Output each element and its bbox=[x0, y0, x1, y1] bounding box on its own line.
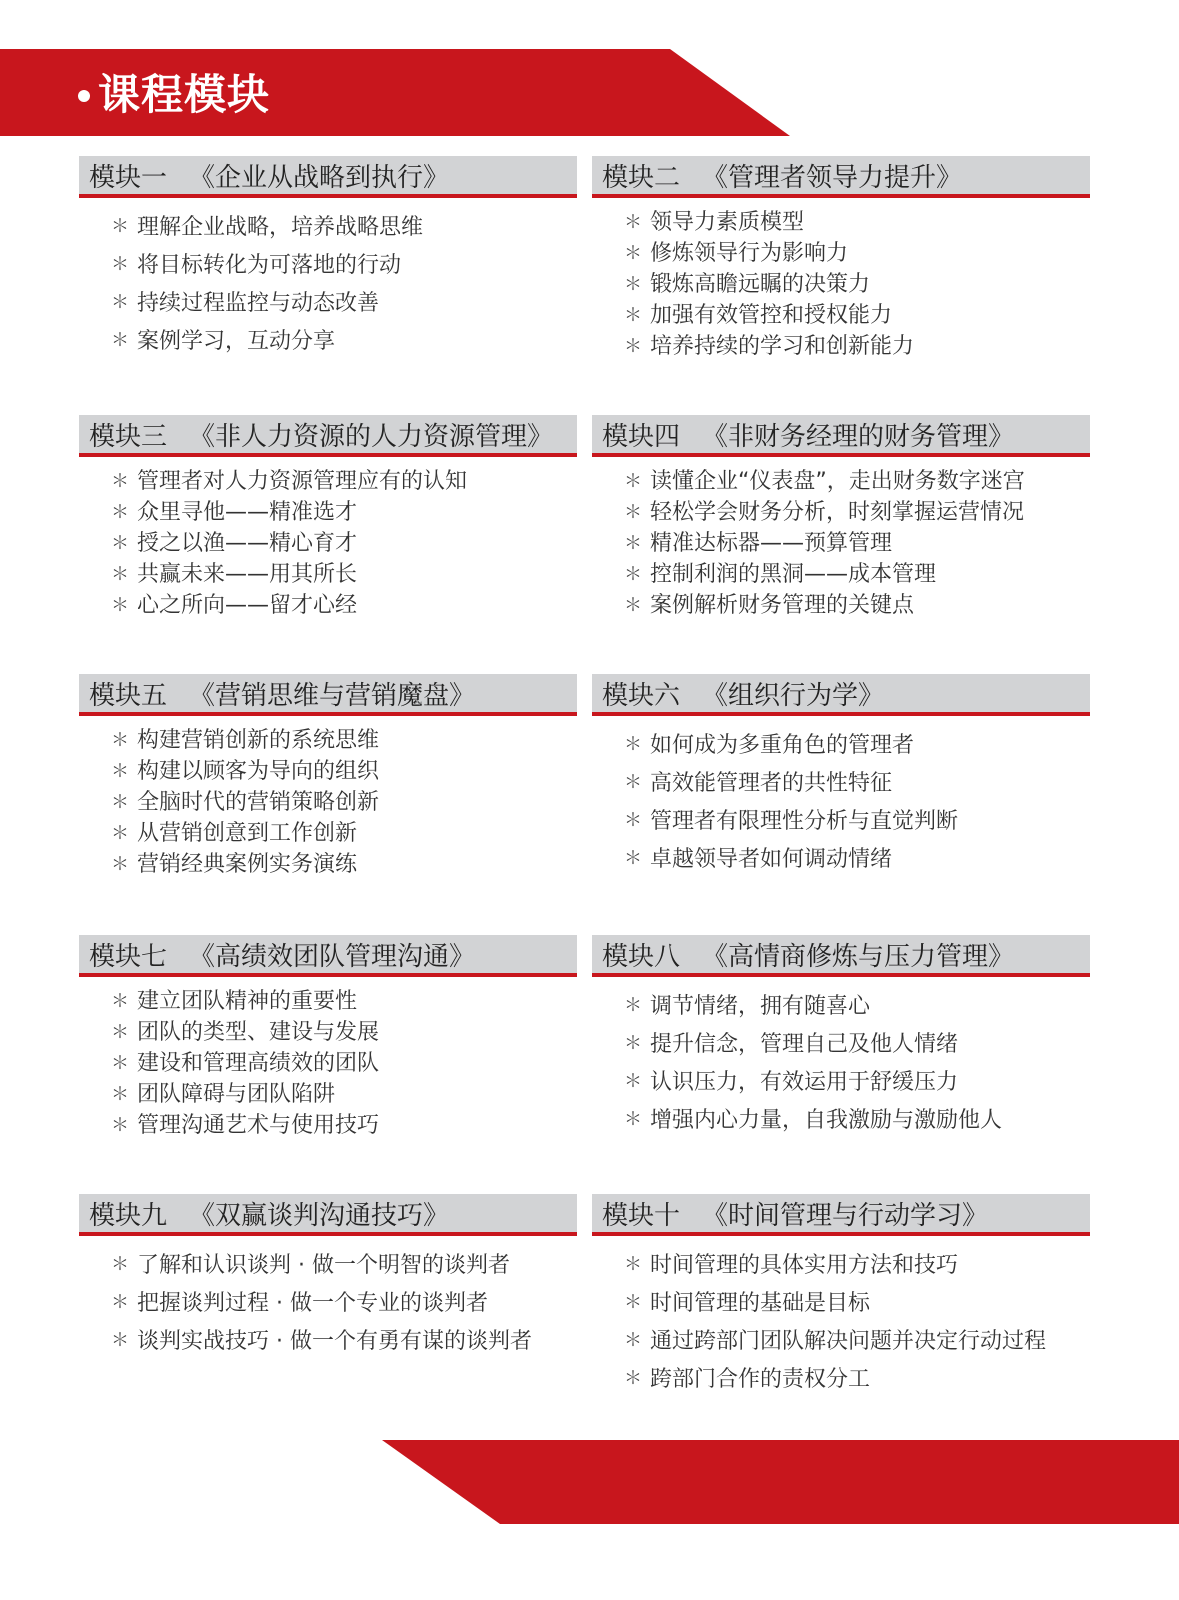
course-module bbox=[592, 674, 1090, 876]
module-item bbox=[79, 1282, 577, 1320]
module-item bbox=[592, 1358, 1090, 1396]
module-item bbox=[592, 800, 1090, 838]
module-label: 模块四 bbox=[602, 421, 681, 452]
module-item bbox=[592, 1320, 1090, 1358]
course-module bbox=[592, 1194, 1090, 1396]
module-item-text: 如何成为多重角色的管理者 bbox=[650, 732, 915, 758]
asterisk-bullet-icon: ＊ bbox=[624, 470, 642, 492]
module-item-text: 增强内心力量，自我激励与激励他人 bbox=[650, 1107, 1003, 1133]
asterisk-bullet-icon: ＊ bbox=[624, 734, 642, 755]
asterisk-bullet-icon: ＊ bbox=[624, 532, 642, 554]
module-item bbox=[592, 724, 1090, 762]
module-label: 模块八 bbox=[602, 941, 681, 972]
module-title: 《营销思维与营销魔盘》 bbox=[189, 680, 476, 711]
module-item-list bbox=[79, 464, 577, 619]
module-item bbox=[79, 984, 577, 1015]
asterisk-bullet-icon: ＊ bbox=[111, 760, 129, 782]
module-item-list bbox=[592, 464, 1090, 619]
banner-bullet-icon bbox=[78, 90, 90, 102]
asterisk-bullet-icon: ＊ bbox=[111, 1083, 129, 1105]
module-item bbox=[592, 298, 1090, 329]
asterisk-bullet-icon: ＊ bbox=[111, 594, 129, 616]
module-item-list bbox=[79, 984, 577, 1139]
module-item-text: 团队障碍与团队陷阱 bbox=[137, 1082, 336, 1107]
bottom-decoration-band bbox=[382, 1440, 1179, 1524]
module-title: 《非人力资源的人力资源管理》 bbox=[189, 421, 554, 452]
module-header bbox=[592, 415, 1090, 457]
asterisk-bullet-icon: ＊ bbox=[111, 470, 129, 492]
asterisk-bullet-icon: ＊ bbox=[111, 563, 129, 585]
module-item-list bbox=[79, 1244, 577, 1358]
module-item bbox=[79, 495, 577, 526]
asterisk-bullet-icon: ＊ bbox=[111, 791, 129, 813]
module-item-text: 管理沟通艺术与使用技巧 bbox=[137, 1113, 380, 1138]
module-header bbox=[79, 935, 577, 977]
asterisk-bullet-icon: ＊ bbox=[624, 563, 642, 585]
module-item-text: 持续过程监控与动态改善 bbox=[137, 290, 380, 316]
module-item bbox=[592, 557, 1090, 588]
asterisk-bullet-icon: ＊ bbox=[111, 330, 129, 351]
module-item bbox=[79, 320, 577, 358]
course-module bbox=[79, 674, 577, 878]
module-item-list bbox=[592, 985, 1090, 1137]
module-item bbox=[79, 1015, 577, 1046]
asterisk-bullet-icon: ＊ bbox=[624, 810, 642, 831]
module-item bbox=[592, 329, 1090, 360]
module-header bbox=[592, 156, 1090, 198]
asterisk-bullet-icon: ＊ bbox=[624, 501, 642, 523]
module-label: 模块五 bbox=[89, 680, 168, 711]
module-header bbox=[79, 674, 577, 716]
course-module bbox=[592, 156, 1090, 360]
module-item-text: 加强有效管控和授权能力 bbox=[650, 303, 893, 328]
module-item-text: 管理者有限理性分析与直觉判断 bbox=[650, 808, 959, 834]
module-title: 《管理者领导力提升》 bbox=[702, 162, 963, 193]
module-title: 《时间管理与行动学习》 bbox=[702, 1200, 989, 1231]
asterisk-bullet-icon: ＊ bbox=[624, 211, 642, 233]
asterisk-bullet-icon: ＊ bbox=[111, 729, 129, 751]
module-header bbox=[79, 415, 577, 457]
asterisk-bullet-icon: ＊ bbox=[111, 853, 129, 875]
module-title: 《高情商修炼与压力管理》 bbox=[702, 941, 1015, 972]
module-title: 《企业从战略到执行》 bbox=[189, 162, 450, 193]
module-item-text: 跨部门合作的责权分工 bbox=[650, 1366, 871, 1392]
module-header bbox=[592, 1194, 1090, 1236]
asterisk-bullet-icon: ＊ bbox=[624, 1071, 642, 1092]
module-item bbox=[592, 985, 1090, 1023]
module-item-text: 授之以渔——精心育才 bbox=[137, 531, 358, 556]
module-item-text: 修炼领导行为影响力 bbox=[650, 241, 849, 266]
module-label: 模块九 bbox=[89, 1200, 168, 1231]
module-item-text: 案例学习，互动分享 bbox=[137, 328, 336, 354]
module-item bbox=[79, 1077, 577, 1108]
module-item-list bbox=[79, 206, 577, 358]
module-header bbox=[79, 156, 577, 198]
module-item-text: 了解和认识谈判 · 做一个明智的谈判者 bbox=[137, 1252, 510, 1278]
module-item-text: 领导力素质模型 bbox=[650, 210, 805, 235]
module-title: 《组织行为学》 bbox=[702, 680, 885, 711]
module-item-text: 案例解析财务管理的关键点 bbox=[650, 593, 915, 618]
asterisk-bullet-icon: ＊ bbox=[624, 1368, 642, 1389]
module-item-text: 共赢未来——用其所长 bbox=[137, 562, 358, 587]
module-item-text: 谈判实战技巧 · 做一个有勇有谋的谈判者 bbox=[137, 1328, 532, 1354]
asterisk-bullet-icon: ＊ bbox=[111, 292, 129, 313]
module-item-text: 提升信念，管理自己及他人情绪 bbox=[650, 1031, 959, 1057]
module-item-text: 团队的类型、建设与发展 bbox=[137, 1020, 380, 1045]
module-item-text: 构建以顾客为导向的组织 bbox=[137, 759, 380, 784]
module-label: 模块七 bbox=[89, 941, 168, 972]
module-item-list bbox=[592, 205, 1090, 360]
module-item bbox=[592, 838, 1090, 876]
module-item bbox=[592, 526, 1090, 557]
asterisk-bullet-icon: ＊ bbox=[111, 216, 129, 237]
module-title: 《高绩效团队管理沟通》 bbox=[189, 941, 476, 972]
module-item-text: 精准达标器——预算管理 bbox=[650, 531, 893, 556]
module-item bbox=[592, 1061, 1090, 1099]
module-item-list bbox=[592, 724, 1090, 876]
module-item-list bbox=[592, 1244, 1090, 1396]
asterisk-bullet-icon: ＊ bbox=[624, 1292, 642, 1313]
module-item bbox=[592, 1244, 1090, 1282]
module-item bbox=[79, 1320, 577, 1358]
module-item bbox=[592, 495, 1090, 526]
module-item-text: 调节情绪，拥有随喜心 bbox=[650, 993, 871, 1019]
module-item bbox=[592, 464, 1090, 495]
asterisk-bullet-icon: ＊ bbox=[624, 1109, 642, 1130]
module-label: 模块十 bbox=[602, 1200, 681, 1231]
asterisk-bullet-icon: ＊ bbox=[624, 1033, 642, 1054]
module-header bbox=[79, 1194, 577, 1236]
module-item-text: 时间管理的基础是目标 bbox=[650, 1290, 871, 1316]
module-item-text: 营销经典案例实务演练 bbox=[137, 852, 358, 877]
course-module bbox=[592, 415, 1090, 619]
module-item-text: 高效能管理者的共性特征 bbox=[650, 770, 893, 796]
asterisk-bullet-icon: ＊ bbox=[624, 242, 642, 264]
asterisk-bullet-icon: ＊ bbox=[624, 304, 642, 326]
module-item-text: 把握谈判过程 · 做一个专业的谈判者 bbox=[137, 1290, 488, 1316]
asterisk-bullet-icon: ＊ bbox=[624, 995, 642, 1016]
asterisk-bullet-icon: ＊ bbox=[111, 1021, 129, 1043]
module-item bbox=[79, 282, 577, 320]
module-item bbox=[592, 1023, 1090, 1061]
module-item-text: 读懂企业“仪表盘”，走出财务数字迷宫 bbox=[650, 469, 1025, 494]
module-item bbox=[79, 557, 577, 588]
module-item bbox=[79, 1046, 577, 1077]
module-item bbox=[592, 1282, 1090, 1320]
module-item-text: 建设和管理高绩效的团队 bbox=[137, 1051, 380, 1076]
module-label: 模块一 bbox=[89, 162, 168, 193]
module-item-list bbox=[79, 723, 577, 878]
module-item-text: 管理者对人力资源管理应有的认知 bbox=[137, 469, 468, 494]
module-item bbox=[592, 236, 1090, 267]
module-header bbox=[592, 935, 1090, 977]
module-label: 模块六 bbox=[602, 680, 681, 711]
module-item bbox=[79, 206, 577, 244]
module-item bbox=[592, 588, 1090, 619]
module-item bbox=[79, 816, 577, 847]
module-item bbox=[79, 1108, 577, 1139]
module-item bbox=[79, 723, 577, 754]
module-item bbox=[79, 464, 577, 495]
asterisk-bullet-icon: ＊ bbox=[624, 848, 642, 869]
section-title: 课程模块 bbox=[98, 70, 271, 119]
module-item-text: 卓越领导者如何调动情绪 bbox=[650, 846, 893, 872]
module-item-text: 控制利润的黑洞——成本管理 bbox=[650, 562, 937, 587]
module-item-text: 构建营销创新的系统思维 bbox=[137, 728, 380, 753]
module-title: 《双赢谈判沟通技巧》 bbox=[189, 1200, 450, 1231]
module-item-text: 心之所向——留才心经 bbox=[137, 593, 358, 618]
asterisk-bullet-icon: ＊ bbox=[624, 772, 642, 793]
module-item bbox=[79, 1244, 577, 1282]
asterisk-bullet-icon: ＊ bbox=[624, 1330, 642, 1351]
asterisk-bullet-icon: ＊ bbox=[111, 1330, 129, 1351]
module-item bbox=[592, 205, 1090, 236]
course-module bbox=[79, 1194, 577, 1358]
module-item-text: 将目标转化为可落地的行动 bbox=[137, 252, 402, 278]
module-item-text: 全脑时代的营销策略创新 bbox=[137, 790, 380, 815]
asterisk-bullet-icon: ＊ bbox=[624, 335, 642, 357]
module-item bbox=[592, 762, 1090, 800]
module-item-text: 通过跨部门团队解决问题并决定行动过程 bbox=[650, 1328, 1047, 1354]
module-item-text: 轻松学会财务分析，时刻掌握运营情况 bbox=[650, 500, 1025, 525]
module-item-text: 从营销创意到工作创新 bbox=[137, 821, 358, 846]
module-header bbox=[592, 674, 1090, 716]
course-module bbox=[79, 935, 577, 1139]
module-title: 《非财务经理的财务管理》 bbox=[702, 421, 1015, 452]
asterisk-bullet-icon: ＊ bbox=[111, 501, 129, 523]
asterisk-bullet-icon: ＊ bbox=[111, 1052, 129, 1074]
module-item bbox=[79, 754, 577, 785]
asterisk-bullet-icon: ＊ bbox=[111, 822, 129, 844]
module-label: 模块三 bbox=[89, 421, 168, 452]
asterisk-bullet-icon: ＊ bbox=[624, 594, 642, 616]
asterisk-bullet-icon: ＊ bbox=[111, 1254, 129, 1275]
module-item bbox=[592, 1099, 1090, 1137]
module-item-text: 理解企业战略，培养战略思维 bbox=[137, 214, 424, 240]
asterisk-bullet-icon: ＊ bbox=[111, 254, 129, 275]
course-module bbox=[79, 156, 577, 358]
asterisk-bullet-icon: ＊ bbox=[111, 532, 129, 554]
module-label: 模块二 bbox=[602, 162, 681, 193]
asterisk-bullet-icon: ＊ bbox=[111, 1292, 129, 1313]
course-module bbox=[592, 935, 1090, 1137]
module-item bbox=[79, 244, 577, 282]
module-item-text: 认识压力，有效运用于舒缓压力 bbox=[650, 1069, 959, 1095]
module-item bbox=[79, 588, 577, 619]
asterisk-bullet-icon: ＊ bbox=[624, 1254, 642, 1275]
module-item bbox=[79, 526, 577, 557]
module-item-text: 锻炼高瞻远瞩的决策力 bbox=[650, 272, 871, 297]
module-item bbox=[592, 267, 1090, 298]
module-item-text: 众里寻他——精准选才 bbox=[137, 500, 358, 525]
course-module bbox=[79, 415, 577, 619]
module-item-text: 培养持续的学习和创新能力 bbox=[650, 334, 915, 359]
module-item-text: 建立团队精神的重要性 bbox=[137, 989, 358, 1014]
module-item bbox=[79, 785, 577, 816]
module-item bbox=[79, 847, 577, 878]
asterisk-bullet-icon: ＊ bbox=[111, 1114, 129, 1136]
asterisk-bullet-icon: ＊ bbox=[111, 990, 129, 1012]
asterisk-bullet-icon: ＊ bbox=[624, 273, 642, 295]
module-item-text: 时间管理的具体实用方法和技巧 bbox=[650, 1252, 959, 1278]
